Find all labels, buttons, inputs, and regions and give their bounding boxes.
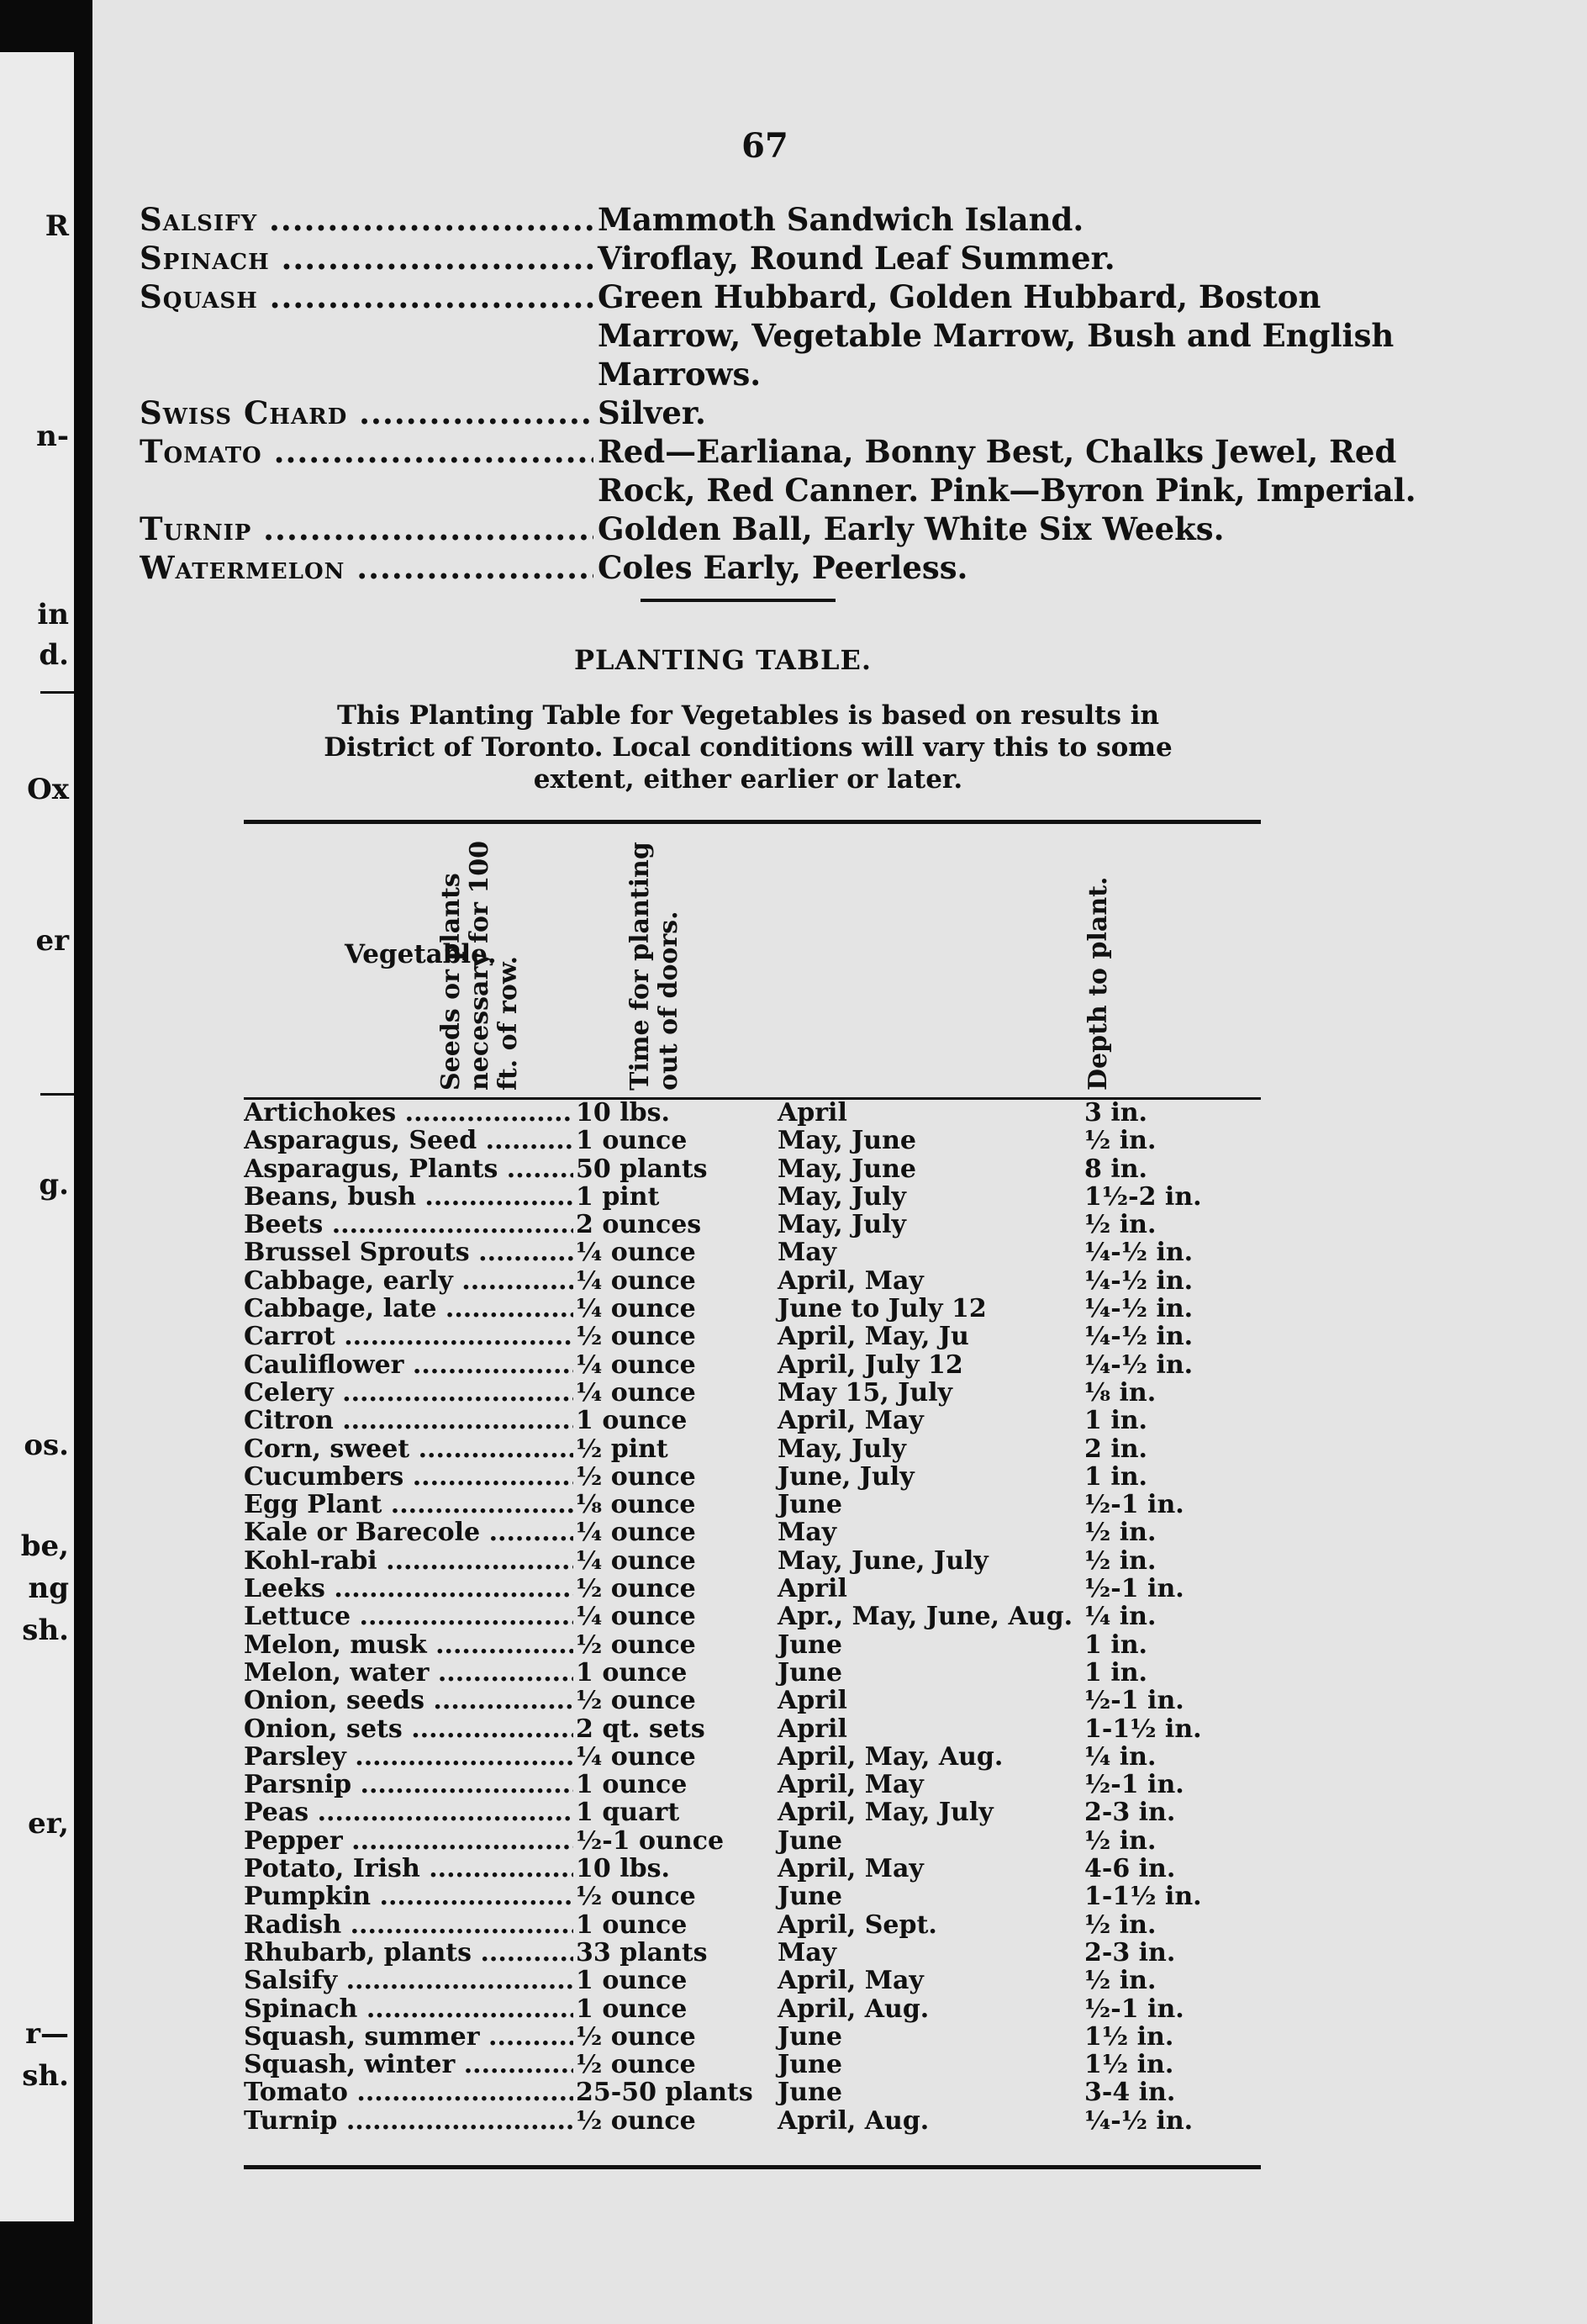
cell-depth: 2-3 in. bbox=[1084, 1798, 1176, 1828]
cell-depth: ¼-½ in. bbox=[1084, 1238, 1194, 1268]
cell-planting-time: April, July 12 bbox=[778, 1350, 963, 1380]
cell-planting-time: June bbox=[778, 1657, 842, 1688]
cell-depth: ½ in. bbox=[1084, 1966, 1157, 1996]
cell-vegetable: Melon, water ..... bbox=[244, 1659, 573, 1687]
cell-planting-time: April, May bbox=[778, 1854, 924, 1884]
cell-depth: 1-1½ in. bbox=[1084, 1714, 1202, 1744]
cell-planting-time: June bbox=[778, 1490, 842, 1520]
table-row bbox=[244, 1687, 1261, 1714]
cell-quantity: ¼ ounce bbox=[576, 1350, 696, 1380]
table-row bbox=[244, 1659, 1261, 1687]
cell-depth: ¼-½ in. bbox=[1084, 1265, 1194, 1296]
cell-planting-time: April, May, July bbox=[778, 1798, 994, 1828]
variety-row bbox=[140, 510, 1484, 548]
cell-vegetable: Tomato ..... bbox=[244, 2078, 573, 2106]
table-title: PLANTING TABLE. bbox=[573, 644, 873, 676]
cell-depth: 1½ in. bbox=[1084, 2021, 1174, 2052]
cell-planting-time: April, Sept. bbox=[778, 1909, 937, 1940]
cell-quantity: ½ ounce bbox=[576, 1686, 696, 1716]
table-row bbox=[244, 2078, 1261, 2106]
cell-depth: ¼-½ in. bbox=[1084, 1350, 1194, 1380]
cell-quantity: ¼ ounce bbox=[576, 1238, 696, 1268]
cell-vegetable: Cabbage, early ..... bbox=[244, 1267, 573, 1295]
cell-depth: ½ in. bbox=[1084, 1545, 1157, 1576]
table-row bbox=[244, 1798, 1261, 1826]
table-row bbox=[244, 1351, 1261, 1379]
cell-planting-time: April, May, Ju bbox=[778, 1322, 969, 1352]
cell-quantity: 25-50 plants bbox=[576, 2078, 753, 2108]
cell-vegetable: Cucumbers ..... bbox=[244, 1463, 573, 1491]
cell-vegetable: Onion, sets ..... bbox=[244, 1715, 573, 1743]
cell-vegetable: Onion, seeds ..... bbox=[244, 1687, 573, 1714]
variety-name: Turnip ..... bbox=[140, 510, 593, 548]
table-row bbox=[244, 1995, 1261, 2023]
cell-depth: ½-1 in. bbox=[1084, 1770, 1184, 1800]
left-page-rule bbox=[40, 1093, 74, 1096]
cell-depth: ½-1 in. bbox=[1084, 1686, 1184, 1716]
cell-depth: 1½-2 in. bbox=[1084, 1181, 1202, 1212]
table-row bbox=[244, 1127, 1261, 1154]
cell-vegetable: Cauliflower ..... bbox=[244, 1351, 573, 1379]
cell-depth: ½ in. bbox=[1084, 1825, 1157, 1856]
cell-planting-time: April, Aug. bbox=[778, 2105, 930, 2136]
cell-depth: 1-1½ in. bbox=[1084, 1882, 1202, 1912]
cell-depth: ¼-½ in. bbox=[1084, 1322, 1194, 1352]
cell-quantity: ½ ounce bbox=[576, 1322, 696, 1352]
cell-quantity: 2 ounces bbox=[576, 1210, 702, 1240]
variety-value: Viroflay, Round Leaf Summer. bbox=[598, 240, 1115, 277]
cell-planting-time: April bbox=[778, 1686, 847, 1716]
cell-vegetable: Potato, Irish ..... bbox=[244, 1855, 573, 1883]
cell-depth: ¼ in. bbox=[1084, 1741, 1157, 1772]
cell-vegetable: Radish ..... bbox=[244, 1911, 573, 1939]
cell-planting-time: May bbox=[778, 1238, 837, 1268]
cell-depth: 8 in. bbox=[1084, 1154, 1147, 1184]
cell-vegetable: Peas ..... bbox=[244, 1798, 573, 1826]
table-row bbox=[244, 2023, 1261, 2051]
book-page bbox=[92, 0, 1587, 2324]
cell-vegetable: Beets ..... bbox=[244, 1211, 573, 1239]
section-divider bbox=[641, 599, 836, 602]
table-row bbox=[244, 2107, 1261, 2135]
cell-quantity: ½ ounce bbox=[576, 2105, 696, 2136]
variety-value: Coles Early, Peerless. bbox=[598, 549, 968, 586]
table-row bbox=[244, 1575, 1261, 1603]
cell-planting-time: May 15, July bbox=[778, 1377, 952, 1408]
cell-vegetable: Corn, sweet ..... bbox=[244, 1435, 573, 1463]
cell-planting-time: May, June bbox=[778, 1126, 916, 1156]
cell-quantity: 10 lbs. bbox=[576, 1098, 670, 1128]
table-bottom-rule bbox=[244, 2165, 1261, 2169]
cell-vegetable: Citron ..... bbox=[244, 1407, 573, 1434]
variety-row bbox=[140, 548, 1484, 587]
cell-quantity: ½ ounce bbox=[576, 1629, 696, 1660]
cell-planting-time: April, May, Aug. bbox=[778, 1741, 1004, 1772]
cell-depth: 2 in. bbox=[1084, 1434, 1147, 1464]
cell-quantity: ¼ ounce bbox=[576, 1294, 696, 1324]
cell-depth: ½ in. bbox=[1084, 1126, 1157, 1156]
cell-vegetable: Parsnip ..... bbox=[244, 1771, 573, 1798]
variety-value: Green Hubbard, Golden Hubbard, Boston Marrow, Vegetable Marrow, Bush and English Marrows. bbox=[598, 278, 1395, 393]
variety-value: Golden Ball, Early White Six Weeks. bbox=[598, 510, 1225, 547]
left-page-fragment: be, bbox=[20, 1529, 69, 1563]
left-page-fragment: d. bbox=[39, 638, 69, 672]
cell-quantity: ½ pint bbox=[576, 1434, 668, 1464]
cell-planting-time: May, July bbox=[778, 1181, 906, 1212]
table-row bbox=[244, 1295, 1261, 1323]
page-number: 67 bbox=[741, 126, 788, 166]
cell-quantity: ⅛ ounce bbox=[576, 1490, 696, 1520]
cell-vegetable: Squash, summer ..... bbox=[244, 2023, 573, 2051]
left-page-rule bbox=[40, 691, 74, 694]
cell-depth: 1 in. bbox=[1084, 1461, 1147, 1492]
cell-quantity: ½ ounce bbox=[576, 1882, 696, 1912]
variety-name: Watermelon ..... bbox=[140, 548, 593, 587]
cell-quantity: ½ ounce bbox=[576, 2021, 696, 2052]
cell-vegetable: Cabbage, late ..... bbox=[244, 1295, 573, 1323]
cell-quantity: ¼ ounce bbox=[576, 1602, 696, 1632]
cell-quantity: ¼ ounce bbox=[576, 1377, 696, 1408]
table-top-rule bbox=[244, 820, 1261, 824]
cell-planting-time: April, May bbox=[778, 1406, 924, 1436]
cell-quantity: 1 ounce bbox=[576, 1994, 688, 2024]
header-time-text: Time for planting out of doors. bbox=[625, 842, 683, 1091]
cell-vegetable: Egg Plant ..... bbox=[244, 1491, 573, 1519]
table-row bbox=[244, 1547, 1261, 1575]
table-row bbox=[244, 1519, 1261, 1546]
left-page-fragment: os. bbox=[24, 1429, 69, 1462]
cell-quantity: 1 ounce bbox=[576, 1406, 688, 1436]
cell-depth: ½ in. bbox=[1084, 1909, 1157, 1940]
header-seeds bbox=[437, 838, 523, 1091]
cell-vegetable: Melon, musk ..... bbox=[244, 1631, 573, 1659]
left-page-fragment: er bbox=[35, 924, 69, 958]
cell-planting-time: May bbox=[778, 1518, 837, 1548]
cell-planting-time: April, May bbox=[778, 1770, 924, 1800]
cell-vegetable: Lettuce ..... bbox=[244, 1603, 573, 1630]
table-row bbox=[244, 1323, 1261, 1350]
table-row bbox=[244, 1239, 1261, 1266]
cell-depth: ½-1 in. bbox=[1084, 1490, 1184, 1520]
cell-planting-time: May, June bbox=[778, 1154, 916, 1184]
cell-planting-time: June bbox=[778, 1629, 842, 1660]
cell-vegetable: Leeks ..... bbox=[244, 1575, 573, 1603]
cell-quantity: 33 plants bbox=[576, 1937, 708, 1967]
cell-depth: 2-3 in. bbox=[1084, 1937, 1176, 1967]
header-vegetable: Vegetable. bbox=[345, 939, 497, 969]
cell-planting-time: April bbox=[778, 1574, 847, 1604]
left-page-fragment: sh. bbox=[22, 2059, 69, 2093]
cell-planting-time: June bbox=[778, 1882, 842, 1912]
cell-planting-time: April, May bbox=[778, 1966, 924, 1996]
cell-quantity: 50 plants bbox=[576, 1154, 708, 1184]
variety-value: Mammoth Sandwich Island. bbox=[598, 201, 1084, 238]
cell-quantity: 1 quart bbox=[576, 1798, 680, 1828]
cell-planting-time: June bbox=[778, 2078, 842, 2108]
header-depth-text: Depth to plant. bbox=[1083, 876, 1113, 1091]
cell-quantity: ¼ ounce bbox=[576, 1545, 696, 1576]
cell-depth: 3 in. bbox=[1084, 1098, 1147, 1128]
cell-depth: ⅛ in. bbox=[1084, 1377, 1157, 1408]
table-row bbox=[244, 1827, 1261, 1855]
table-row bbox=[244, 1155, 1261, 1183]
left-page-fragment: g. bbox=[39, 1168, 69, 1202]
table-row bbox=[244, 1099, 1261, 1127]
cell-vegetable: Spinach ..... bbox=[244, 1995, 573, 2023]
table-row bbox=[244, 1883, 1261, 1910]
left-page-fragment: ng bbox=[28, 1571, 69, 1605]
table-row bbox=[244, 1967, 1261, 1994]
table-row bbox=[244, 1379, 1261, 1407]
cell-vegetable: Rhubarb, plants ..... bbox=[244, 1939, 573, 1967]
cell-depth: ½ in. bbox=[1084, 1518, 1157, 1548]
table-row bbox=[244, 1771, 1261, 1798]
cell-depth: ¼-½ in. bbox=[1084, 1294, 1194, 1324]
cell-vegetable: Carrot ..... bbox=[244, 1323, 573, 1350]
cell-depth: ¼ in. bbox=[1084, 1602, 1157, 1632]
variety-row bbox=[140, 277, 1484, 393]
left-page-fragment: R bbox=[45, 209, 69, 243]
cell-planting-time: May, June, July bbox=[778, 1545, 989, 1576]
table-row bbox=[244, 1211, 1261, 1239]
table-row bbox=[244, 1743, 1261, 1771]
table-row bbox=[244, 1911, 1261, 1939]
cell-quantity: ½ ounce bbox=[576, 2050, 696, 2080]
variety-list bbox=[140, 200, 1484, 587]
cell-quantity: ¼ ounce bbox=[576, 1741, 696, 1772]
cell-depth: 3-4 in. bbox=[1084, 2078, 1176, 2108]
cell-planting-time: June bbox=[778, 1825, 842, 1856]
cell-planting-time: May, July bbox=[778, 1210, 906, 1240]
table-row bbox=[244, 1407, 1261, 1434]
cell-depth: 1 in. bbox=[1084, 1629, 1147, 1660]
variety-row bbox=[140, 432, 1484, 510]
cell-depth: ½ in. bbox=[1084, 1210, 1157, 1240]
cell-vegetable: Artichokes ..... bbox=[244, 1099, 573, 1127]
cell-depth: 1 in. bbox=[1084, 1657, 1147, 1688]
cell-vegetable: Asparagus, Plants ..... bbox=[244, 1155, 573, 1183]
cell-depth: 1 in. bbox=[1084, 1406, 1147, 1436]
cell-planting-time: April bbox=[778, 1714, 847, 1744]
left-page-fragment: er, bbox=[28, 1807, 69, 1841]
left-page-fragment: in bbox=[37, 598, 69, 631]
cell-vegetable: Asparagus, Seed ..... bbox=[244, 1127, 573, 1154]
cell-quantity: ½-1 ounce bbox=[576, 1825, 725, 1856]
cell-planting-time: May, July bbox=[778, 1434, 906, 1464]
header-time bbox=[626, 838, 683, 1091]
table-row bbox=[244, 1603, 1261, 1630]
cell-quantity: 1 ounce bbox=[576, 1126, 688, 1156]
cell-quantity: 2 qt. sets bbox=[576, 1714, 705, 1744]
cell-quantity: ¼ ounce bbox=[576, 1518, 696, 1548]
cell-planting-time: May bbox=[778, 1937, 837, 1967]
variety-value: Silver. bbox=[598, 394, 706, 431]
cell-planting-time: April, Aug. bbox=[778, 1994, 930, 2024]
cell-vegetable: Brussel Sprouts ..... bbox=[244, 1239, 573, 1266]
cell-quantity: 10 lbs. bbox=[576, 1854, 670, 1884]
cell-vegetable: Pepper ..... bbox=[244, 1827, 573, 1855]
cell-vegetable: Celery ..... bbox=[244, 1379, 573, 1407]
cell-quantity: 1 ounce bbox=[576, 1657, 688, 1688]
left-page-fragment: n- bbox=[36, 420, 69, 453]
left-page-fragment: r— bbox=[25, 2017, 69, 2051]
table-row bbox=[244, 1183, 1261, 1211]
variety-row bbox=[140, 239, 1484, 277]
cell-quantity: ½ ounce bbox=[576, 1574, 696, 1604]
table-row bbox=[244, 1463, 1261, 1491]
cell-vegetable: Turnip ..... bbox=[244, 2107, 573, 2135]
cell-depth: ½-1 in. bbox=[1084, 1574, 1184, 1604]
variety-name: Salsify ..... bbox=[140, 200, 593, 239]
table-row bbox=[244, 1715, 1261, 1743]
cell-quantity: 1 ounce bbox=[576, 1770, 688, 1800]
variety-row bbox=[140, 200, 1484, 239]
cell-quantity: ¼ ounce bbox=[576, 1265, 696, 1296]
cell-vegetable: Salsify ..... bbox=[244, 1967, 573, 1994]
table-body bbox=[244, 1099, 1261, 2135]
variety-row bbox=[140, 393, 1484, 432]
cell-planting-time: April, May bbox=[778, 1265, 924, 1296]
cell-quantity: ½ ounce bbox=[576, 1461, 696, 1492]
table-intro: This Planting Table for Vegetables is based on results in District of Toronto. Local conditions will vary this to some extent, either earlier or later. bbox=[324, 700, 1173, 795]
cell-planting-time: June, July bbox=[778, 1461, 915, 1492]
cell-planting-time: June bbox=[778, 2021, 842, 2052]
cell-vegetable: Squash, winter ..... bbox=[244, 2051, 573, 2078]
cell-quantity: 1 ounce bbox=[576, 1909, 688, 1940]
table-row bbox=[244, 1631, 1261, 1659]
cell-planting-time: June to July 12 bbox=[778, 1294, 987, 1324]
table-row bbox=[244, 1267, 1261, 1295]
cell-vegetable: Kohl-rabi ..... bbox=[244, 1547, 573, 1575]
table-row bbox=[244, 1491, 1261, 1519]
variety-name: Swiss Chard ..... bbox=[140, 393, 593, 432]
cell-depth: ¼-½ in. bbox=[1084, 2105, 1194, 2136]
cell-vegetable: Parsley ..... bbox=[244, 1743, 573, 1771]
header-seeds-text: Seeds or plants necessary for 100 ft. of row. bbox=[436, 841, 523, 1091]
header-depth bbox=[1084, 838, 1113, 1091]
cell-planting-time: Apr., May, June, Aug. bbox=[778, 1602, 1073, 1632]
variety-value: Red—Earliana, Bonny Best, Chalks Jewel, Red Rock, Red Canner. Pink—Byron Pink, Imperial. bbox=[598, 433, 1416, 509]
left-page-fragment: Ox bbox=[27, 773, 69, 806]
cell-vegetable: Beans, bush ..... bbox=[244, 1183, 573, 1211]
table-row bbox=[244, 1939, 1261, 1967]
variety-name: Spinach ..... bbox=[140, 239, 593, 277]
cell-planting-time: June bbox=[778, 2050, 842, 2080]
table-row bbox=[244, 1435, 1261, 1463]
variety-name: Tomato ..... bbox=[140, 432, 593, 471]
left-page-fragment: sh. bbox=[22, 1614, 69, 1647]
table-row bbox=[244, 2051, 1261, 2078]
variety-name: Squash ..... bbox=[140, 277, 593, 316]
cell-vegetable: Kale or Barecole ..... bbox=[244, 1519, 573, 1546]
cell-quantity: 1 pint bbox=[576, 1181, 660, 1212]
cell-depth: 4-6 in. bbox=[1084, 1854, 1176, 1884]
table-row bbox=[244, 1855, 1261, 1883]
adjacent-page-strip bbox=[0, 52, 74, 2221]
cell-depth: ½-1 in. bbox=[1084, 1994, 1184, 2024]
cell-vegetable: Pumpkin ..... bbox=[244, 1883, 573, 1910]
cell-planting-time: April bbox=[778, 1098, 847, 1128]
cell-depth: 1½ in. bbox=[1084, 2050, 1174, 2080]
cell-quantity: 1 ounce bbox=[576, 1966, 688, 1996]
